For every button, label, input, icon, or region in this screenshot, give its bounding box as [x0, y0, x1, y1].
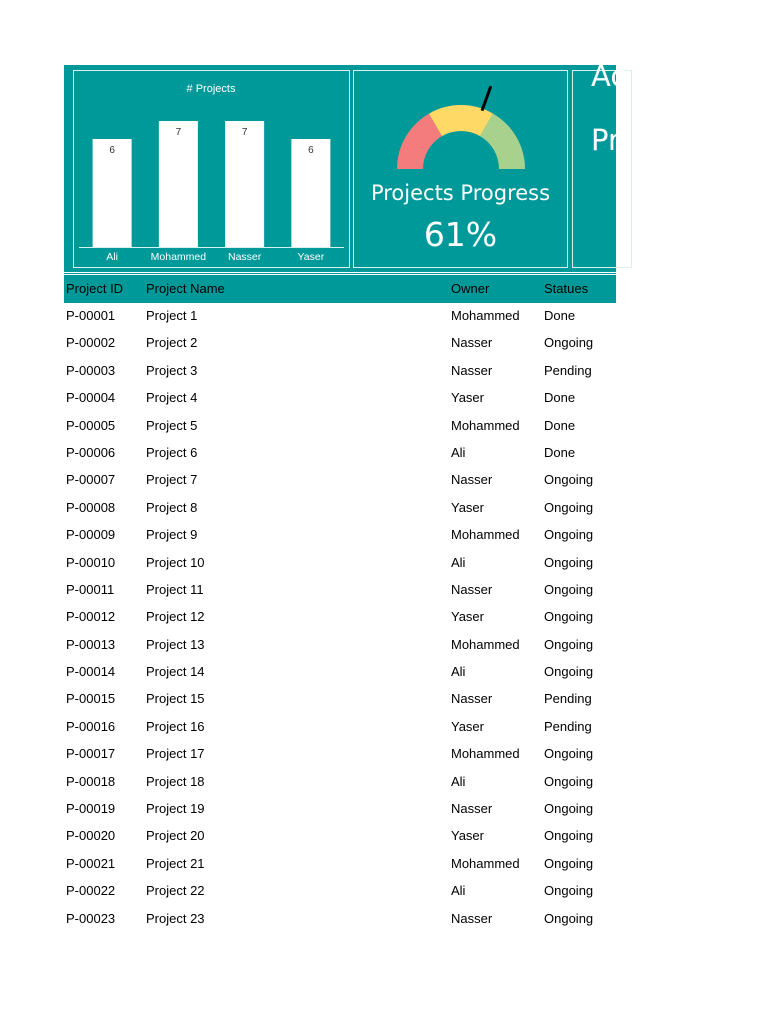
table-row[interactable] [64, 686, 616, 713]
cell-project-name: Project 14 [146, 664, 205, 680]
cell-project-id: P-00012 [66, 609, 116, 625]
cell-project-name: Project 17 [146, 746, 205, 762]
cell-project-id: P-00007 [66, 472, 116, 488]
bar [159, 121, 198, 247]
cell-owner: Nasser [451, 472, 493, 488]
table-row[interactable] [64, 604, 616, 631]
cell-project-name: Project 20 [146, 828, 205, 844]
cell-owner: Yaser [451, 828, 484, 844]
cell-project-name: Project 7 [146, 472, 198, 488]
gauge-label: Projects Progress [370, 181, 551, 205]
cell-project-id: P-00001 [66, 308, 116, 323]
table-row[interactable] [64, 330, 616, 357]
cell-project-id: P-00002 [66, 335, 116, 351]
cell-owner: Ali [451, 554, 466, 570]
cell-owner: Mohammed [451, 636, 520, 652]
cell-project-id: P-00003 [66, 362, 116, 378]
gauge-needle [482, 86, 491, 110]
table-row[interactable] [64, 714, 616, 741]
cell-owner: Yaser [451, 499, 484, 515]
progress-gauge [354, 71, 567, 181]
table-row[interactable] [64, 632, 616, 659]
cell-status: Done [544, 444, 576, 460]
cell-project-id: P-00021 [66, 855, 116, 871]
cell-status: Pending [544, 718, 592, 734]
cell-owner: Mohammed [451, 417, 520, 433]
cell-project-id: P-00006 [66, 444, 116, 460]
cell-status: Ongoing [544, 636, 594, 652]
cell-project-name: Project 13 [146, 636, 205, 652]
table-row[interactable] [64, 358, 616, 385]
third-panel-top-text: Ac [591, 59, 627, 93]
cell-status: Ongoing [544, 554, 594, 570]
third-panel-mid-text: Pr [591, 123, 620, 157]
cell-owner: Yaser [451, 390, 484, 406]
cell-status: Pending [544, 691, 592, 707]
cell-status: Ongoing [544, 773, 594, 789]
cell-project-name: Project 4 [146, 390, 198, 406]
cell-project-id: P-00023 [66, 910, 116, 926]
cell-project-name: Project 5 [146, 417, 198, 433]
cell-project-id: P-00013 [66, 636, 116, 652]
cell-owner: Mohammed [451, 308, 520, 323]
cell-project-name: Project 3 [146, 362, 198, 378]
cell-owner: Yaser [451, 609, 484, 625]
table-row[interactable] [64, 769, 616, 796]
cell-project-name: Project 16 [146, 718, 205, 734]
cell-project-name: Project 1 [146, 308, 198, 323]
table-row[interactable] [64, 440, 616, 467]
cell-project-id: P-00022 [66, 883, 116, 899]
cell-project-id: P-00017 [66, 746, 116, 762]
bar [225, 121, 264, 247]
cell-status: Ongoing [544, 499, 594, 515]
table-row[interactable] [64, 303, 616, 330]
cell-owner: Ali [451, 773, 466, 789]
bar-chart-svg [74, 71, 349, 267]
table-row[interactable] [64, 385, 616, 412]
category-label: Mohammed [150, 251, 207, 263]
projects-bar-chart [73, 70, 350, 268]
cell-project-id: P-00018 [66, 773, 116, 789]
header-status: Statues [544, 281, 589, 296]
cell-project-id: P-00005 [66, 417, 116, 433]
cell-status: Ongoing [544, 801, 594, 817]
header-project-name: Project Name [146, 281, 225, 296]
gauge-segment [436, 118, 487, 125]
cell-project-name: Project 11 [146, 581, 204, 597]
cell-project-id: P-00008 [66, 499, 116, 515]
cell-owner: Mohammed [451, 746, 520, 762]
cell-project-name: Project 8 [146, 499, 198, 515]
projects-table-body [64, 303, 616, 933]
cell-owner: Ali [451, 444, 466, 460]
cell-status: Ongoing [544, 664, 594, 680]
cell-status: Ongoing [544, 335, 594, 351]
cell-project-id: P-00010 [66, 554, 116, 570]
cell-project-id: P-00020 [66, 828, 116, 844]
cell-owner: Mohammed [451, 855, 520, 871]
bar-value-label: 6 [308, 145, 314, 156]
dashboard-panel [64, 59, 627, 270]
cell-status: Ongoing [544, 910, 594, 926]
cell-project-name: Project 19 [146, 801, 205, 817]
cell-project-id: P-00011 [66, 581, 115, 597]
cell-status: Ongoing [544, 609, 594, 625]
cell-owner: Nasser [451, 335, 493, 351]
cell-project-name: Project 18 [146, 773, 205, 789]
cell-status: Ongoing [544, 883, 594, 899]
dashboard-divider [64, 270, 616, 272]
table-row[interactable] [64, 550, 616, 577]
cell-status: Done [544, 417, 576, 433]
cell-status: Done [544, 308, 576, 323]
cell-owner: Nasser [451, 691, 493, 707]
category-label: Yaser [297, 251, 325, 263]
cell-project-name: Project 21 [146, 855, 205, 871]
cell-status: Ongoing [544, 855, 594, 871]
table-row[interactable] [64, 413, 616, 440]
gauge-segment [410, 125, 436, 169]
table-row[interactable] [64, 577, 616, 604]
header-owner: Owner [451, 281, 490, 296]
cell-project-id: P-00009 [66, 527, 116, 543]
cell-status: Ongoing [544, 472, 594, 488]
third-panel [572, 59, 632, 268]
table-row[interactable] [64, 851, 616, 878]
cell-owner: Nasser [451, 362, 493, 378]
cell-project-name: Project 12 [146, 609, 205, 625]
cell-project-name: Project 22 [146, 883, 205, 899]
cell-status: Done [544, 390, 576, 406]
table-row[interactable] [64, 878, 616, 905]
cell-owner: Nasser [451, 801, 493, 817]
dashboard-divider [64, 273, 616, 274]
table-row[interactable] [64, 741, 616, 768]
bar-value-label: 6 [109, 145, 115, 156]
cell-status: Ongoing [544, 581, 594, 597]
bar-value-label: 7 [175, 127, 182, 138]
cell-project-id: P-00016 [66, 718, 116, 734]
cell-owner: Nasser [451, 910, 493, 926]
chart-title: # Projects [186, 83, 236, 95]
cell-owner: Yaser [451, 718, 484, 734]
cell-project-name: Project 9 [146, 527, 198, 543]
header-project-id: Project ID [66, 281, 124, 296]
table-row[interactable] [64, 906, 616, 933]
cell-status: Ongoing [544, 527, 594, 543]
cell-project-id: P-00004 [66, 390, 116, 406]
table-row[interactable] [64, 467, 616, 494]
table-row[interactable] [64, 796, 616, 823]
cell-project-id: P-00015 [66, 691, 116, 707]
cell-owner: Ali [451, 664, 466, 680]
table-row[interactable] [64, 495, 616, 522]
category-label: Nasser [227, 251, 262, 263]
bar-value-label: 7 [241, 127, 248, 138]
cell-status: Ongoing [544, 746, 594, 762]
progress-gauge-panel [353, 70, 568, 268]
table-row[interactable] [64, 659, 616, 686]
cell-status: Pending [544, 362, 592, 378]
cell-project-name: Project 10 [146, 554, 205, 570]
cell-status: Ongoing [544, 828, 594, 844]
cell-owner: Ali [451, 883, 466, 899]
cell-project-name: Project 6 [146, 444, 198, 460]
table-header [64, 275, 616, 303]
gauge-segment [487, 125, 513, 169]
cell-project-name: Project 2 [146, 335, 198, 351]
table-row[interactable] [64, 522, 616, 549]
cell-project-id: P-00019 [66, 801, 116, 817]
cell-owner: Mohammed [451, 527, 520, 543]
cell-project-id: P-00014 [66, 664, 116, 680]
table-row[interactable] [64, 823, 616, 850]
cell-project-name: Project 23 [146, 910, 205, 926]
category-label: Ali [106, 251, 118, 263]
gauge-value: 61% [423, 215, 498, 254]
cell-project-name: Project 15 [146, 691, 205, 707]
cell-owner: Nasser [451, 581, 493, 597]
